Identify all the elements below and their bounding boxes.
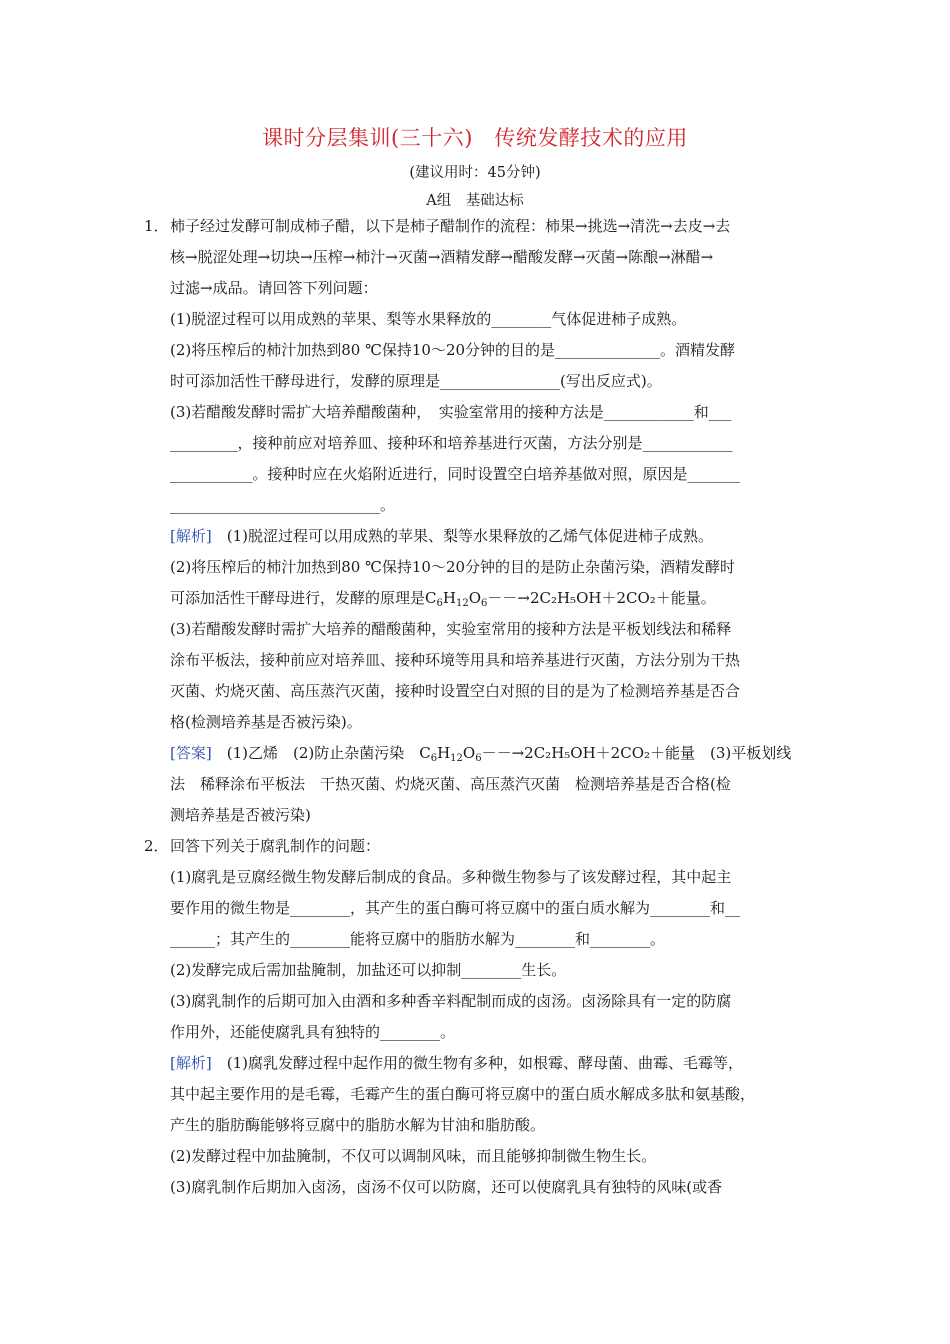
suggested-time: (建议用时：45分钟)	[409, 165, 541, 181]
question-2-line-1: 回答下列关于腐乳制作的问题：	[170, 837, 381, 855]
question-2-part-3b: 作用外，还能使腐乳具有独特的________。	[170, 1023, 456, 1041]
question-1-part-3a: (3)若醋酸发酵时需扩大培养醋酸菌种， 实验室常用的接种方法是____________和___	[170, 403, 732, 421]
analysis-2-line-3: 产生的脂肪酶能够将豆腐中的脂肪水解为甘油和脂肪酸。	[170, 1116, 546, 1134]
answer-1-line-3: 测培养基是否被污染)	[170, 806, 311, 824]
question-1-part-2b: 时可添加活性干酵母进行，发酵的原理是________________(写出反应式)。	[170, 372, 662, 390]
question-1-part-3d: ____________________________。	[170, 496, 396, 514]
analysis-1-line-6: 灭菌、灼烧灭菌、高压蒸汽灭菌，接种时设置空白对照的目的是为了检测培养基是否合	[170, 682, 741, 700]
group-heading: A组 基础达标	[426, 193, 524, 209]
question-2-part-1a: (1)腐乳是豆腐经微生物发酵后制成的食品。多种微生物参与了该发酵过程，其中起主	[170, 868, 732, 886]
question-1-part-2a: (2)将压榨后的柿汁加热到80 ℃保持10～20分钟的目的是______________。酒精发酵	[170, 341, 736, 359]
question-1-line-3: 过滤→成品。请回答下列问题：	[170, 279, 378, 297]
analysis-1-line-3: 可添加活性干酵母进行，发酵的原理是$C_6H_{12}O_6--\to 2C_2H_5OH+2CO_2+$能量。	[170, 589, 716, 609]
question-2-part-1c: ______；其产生的________能将豆腐中的脂肪水解为________和________。	[170, 930, 666, 948]
question-1-line-1: 柿子经过发酵可制成柿子醋，以下是柿子醋制作的流程：柿果→挑选→清洗→去皮→去	[170, 217, 731, 235]
analysis-tag: [解析]	[170, 1054, 212, 1072]
analysis-2-line-5: (3)腐乳制作后期加入卤汤，卤汤不仅可以防腐，还可以使腐乳具有独特的风味(或香	[170, 1178, 723, 1196]
analysis-1-line-1: [解析] (1)脱涩过程可以用成熟的苹果、梨等水果释放的乙烯气体促进柿子成熟。	[170, 527, 713, 545]
analysis-2-line-2: 其中起主要作用的是毛霉，毛霉产生的蛋白酶可将豆腐中的蛋白质水解成多肽和氨基酸，	[170, 1085, 756, 1103]
question-2-number: 2．	[144, 837, 169, 855]
question-2-part-1b: 要作用的微生物是________，其产生的蛋白酶可将豆腐中的蛋白质水解为________和__	[170, 899, 741, 917]
analysis-2-line-4: (2)发酵过程中加盐腌制，不仅可以调制风味，而且能够抑制微生物生长。	[170, 1147, 657, 1165]
question-1-number: 1．	[144, 217, 169, 235]
question-2-part-3a: (3)腐乳制作的后期可加入由酒和多种香辛料配制而成的卤汤。卤汤除具有一定的防腐	[170, 992, 732, 1010]
question-1-part-3b: _________，接种前应对培养皿、接种环和培养基进行灭菌，方法分别是____________	[170, 434, 733, 452]
analysis-tag: [解析]	[170, 527, 212, 545]
answer-1-line-1: [答案] (1)乙烯 (2)防止杂菌污染 $C_6H_{12}O_6--\to 2C_2H_5OH+2CO_2+$能量 (3)平板划线	[170, 744, 792, 764]
answer-1-line-2: 法 稀释涂布平板法 干热灭菌、灼烧灭菌、高压蒸汽灭菌 检测培养基是否合格(检	[170, 775, 731, 793]
analysis-1-line-5: 涂布平板法，接种前应对培养皿、接种环境等用具和培养基进行灭菌，方法分别为干热	[170, 651, 741, 669]
question-1-line-2: 核→脱涩处理→切块→压榨→柿汁→灭菌→酒精发酵→醋酸发酵→灭菌→陈酿→淋醋→	[170, 248, 714, 266]
analysis-1-line-2: (2)将压榨后的柿汁加热到80 ℃保持10～20分钟的目的是防止杂菌污染，酒精发酵时	[170, 558, 736, 576]
analysis-1-line-7: 格(检测培养基是否被污染)。	[170, 713, 362, 731]
analysis-1-line-4: (3)若醋酸发酵时需扩大培养的醋酸菌种，实验室常用的接种方法是平板划线法和稀释	[170, 620, 732, 638]
analysis-2-line-1: [解析] (1)腐乳发酵过程中起作用的微生物有多种，如根霉、酵母菌、曲霉、毛霉等，	[170, 1054, 743, 1072]
question-1-part-3c: ___________。接种时应在火焰附近进行，同时设置空白培养基做对照，原因是_______	[170, 465, 741, 483]
question-1-part-1: (1)脱涩过程可以用成熟的苹果、梨等水果释放的________气体促进柿子成熟。	[170, 310, 687, 328]
question-2-part-2: (2)发酵完成后需加盐腌制，加盐还可以抑制________生长。	[170, 961, 567, 979]
page-title: 课时分层集训(三十六) 传统发酵技术的应用	[262, 126, 688, 150]
answer-tag: [答案]	[170, 744, 212, 762]
